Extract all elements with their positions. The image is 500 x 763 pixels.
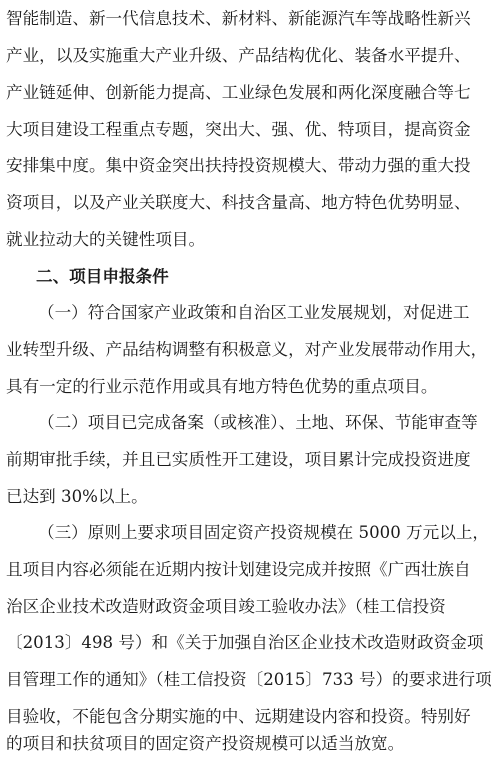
body-line: 目验收，不能包含分期实施的中、远期建设内容和投资。特别好 <box>6 707 471 726</box>
body-line: 智能制造、新一代信息技术、新材料、新能源汽车等战略性新兴 <box>6 9 471 28</box>
body-line: 安排集中度。集中资金突出扶持投资规模大、带动力强的重大投 <box>6 156 471 175</box>
body-line: 治区企业技术改造财政资金项目竣工验收办法》（桂工信投资 <box>6 597 446 616</box>
body-line: 资项目，以及产业关联度大、科技含量高、地方特色优势明显、 <box>6 193 471 212</box>
paragraph-first-line: （三）原则上要求项目固定资产投资规模在 5000 万元以上， <box>38 523 490 542</box>
body-line: 具有一定的行业示范作用或具有地方特色优势的重点项目。 <box>6 377 438 396</box>
body-line: 前期审批手续，并且已实质性开工建设，项目累计完成投资进度 <box>6 450 471 469</box>
body-line: 目管理工作的通知》（桂工信投资〔2015〕733 号）的要求进行项 <box>6 670 492 689</box>
section-heading: 二、项目申报条件 <box>36 266 169 286</box>
paragraph-first-line: （一）符合国家产业政策和自治区工业发展规划，对促进工 <box>38 303 470 322</box>
body-line: 已达到 30%以上。 <box>6 487 148 506</box>
body-line: 〔2013〕498 号）和《关于加强自治区企业技术改造财政资金项 <box>6 633 484 652</box>
body-line: 业转型升级、产品结构调整有积极意义，对产业发展带动作用大， <box>6 340 488 359</box>
paragraph-first-line: （二）项目已完成备案（或核准）、土地、环保、节能审查等 <box>38 413 478 432</box>
body-line: 大项目建设工程重点专题，突出大、强、优、特项目，提高资金 <box>6 120 471 139</box>
body-line: 的项目和扶贫项目的固定资产投资规模可以适当放宽。 <box>6 734 405 753</box>
body-line: 且项目内容必须能在近期内按计划建设完成并按照《广西壮族自 <box>6 560 471 579</box>
body-line: 产业，以及实施重大产业升级、产品结构优化、装备水平提升、 <box>6 46 471 65</box>
body-line: 产业链延伸、创新能力提高、工业绿色发展和两化深度融合等七 <box>6 83 471 102</box>
body-line: 就业拉动大的关键性项目。 <box>6 230 206 249</box>
